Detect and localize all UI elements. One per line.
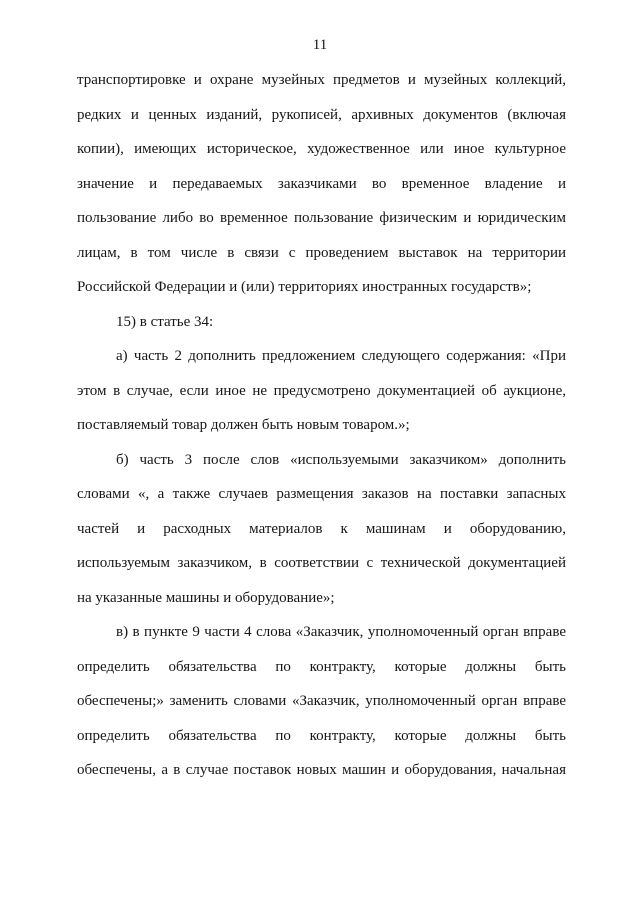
text-line: определить обязательства по контракту, которые должны быть <box>77 727 566 744</box>
text-line: 15) в статье 34: <box>116 313 214 330</box>
text-line: б) часть 3 после слов «используемыми заказчиком» дополнить <box>116 451 566 468</box>
text-line: обеспечены, а в случае поставок новых машин и оборудования, начальная <box>77 762 566 778</box>
text-line: пользование либо во временное пользование физическим и юридическим <box>77 210 566 226</box>
paragraph <box>77 63 566 305</box>
text-line: в) в пункте 9 части 4 слова «Заказчик, уполномоченный орган вправе <box>116 624 566 640</box>
paragraph <box>77 615 566 788</box>
text-line: лицам, в том числе в связи с проведением выставок на территории <box>77 244 566 261</box>
text-line: на указанные машины и оборудование»; <box>77 589 335 606</box>
text-line: определить обязательства по контракту, которые должны быть <box>77 658 566 675</box>
page-number: 11 <box>312 37 328 53</box>
text-line: используемым заказчиком, в соответствии с технической документацией <box>77 555 566 571</box>
paragraph <box>77 443 566 616</box>
text-line: Российской Федерации и (или) территориях иностранных государств»; <box>77 279 532 295</box>
text-line: копии), имеющих историческое, художественное или иное культурное <box>77 141 566 157</box>
text-line: поставляемый товар должен быть новым товаром.»; <box>77 417 410 433</box>
text-line: значение и передаваемых заказчиками во временное владение и <box>77 175 566 192</box>
text-line: словами «, а также случаев размещения заказов на поставки запасных <box>77 486 566 502</box>
text-line: частей и расходных материалов к машинам и оборудованию, <box>77 520 566 537</box>
text-line: редких и ценных изданий, рукописей, архивных документов (включая <box>77 106 566 123</box>
text-line: транспортировке и охране музейных предметов и музейных коллекций, <box>77 72 566 88</box>
paragraph <box>77 339 566 443</box>
text-line: обеспечены;» заменить словами «Заказчик, уполномоченный орган вправе <box>77 693 566 709</box>
paragraph <box>77 305 566 340</box>
document-body <box>77 63 566 788</box>
text-line: этом в случае, если иное не предусмотрено документацией об аукционе, <box>77 382 566 399</box>
text-line: а) часть 2 дополнить предложением следующего содержания: «При <box>116 348 566 364</box>
